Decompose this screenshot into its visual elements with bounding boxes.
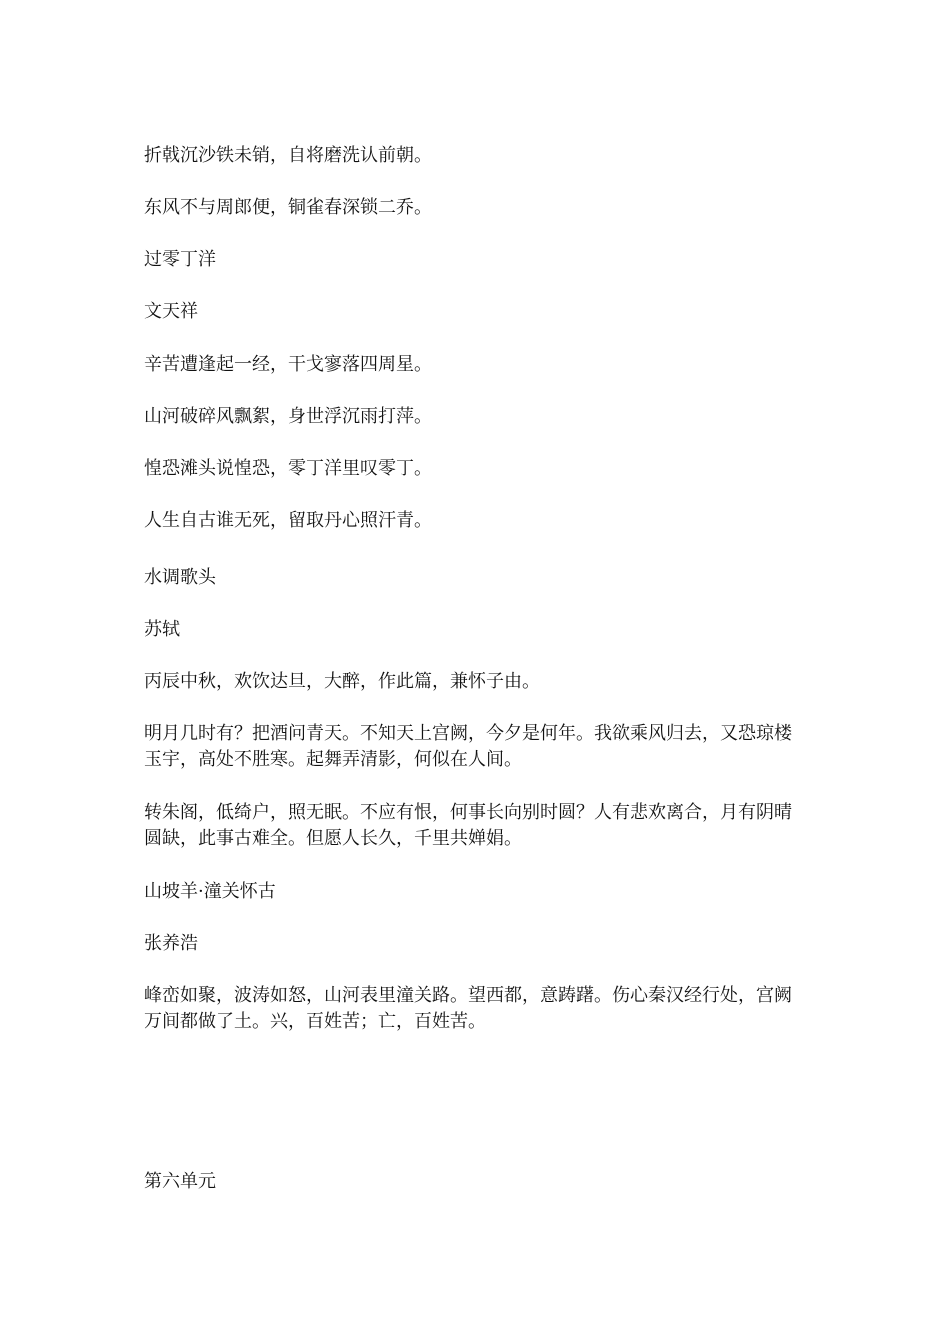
poem-title: 水调歌头 (144, 567, 216, 588)
poem-author: 苏轼 (144, 619, 180, 640)
poem-line: 山河破碎风飘絮，身世浮沉雨打萍。 (144, 406, 432, 427)
poem-stanza: 明月几时有？把酒问青天。不知天上宫阙，今夕是何年。我欲乘风归去，又恐琼楼玉宇，高处不胜寒。起舞弄清影，何似在人间。 (144, 723, 792, 770)
poem-stanza: 峰峦如聚，波涛如怒，山河表里潼关路。望西都，意踌躇。伤心秦汉经行处，宫阙万间都做了土。兴，百姓苦；亡，百姓苦。 (144, 985, 792, 1032)
poem-stanza: 转朱阁，低绮户，照无眠。不应有恨，何事长向别时圆？人有悲欢离合，月有阴晴圆缺，此事古难全。但愿人长久，千里共婵娟。 (144, 802, 792, 849)
poem-line: 东风不与周郎便，铜雀春深锁二乔。 (144, 197, 432, 218)
poem-line: 辛苦遭逢起一经，干戈寥落四周星。 (144, 354, 432, 375)
poem-line: 惶恐滩头说惶恐，零丁洋里叹零丁。 (144, 458, 432, 479)
poem-author: 张养浩 (144, 933, 198, 954)
poem-title: 过零丁洋 (144, 249, 216, 270)
poem-preface: 丙辰中秋，欢饮达旦，大醉，作此篇，兼怀子由。 (144, 671, 540, 692)
unit-heading: 第六单元 (144, 1171, 216, 1192)
poem-title: 山坡羊·潼关怀古 (144, 881, 276, 902)
poem-author: 文天祥 (144, 301, 198, 322)
poem-line: 人生自古谁无死，留取丹心照汗青。 (144, 510, 432, 531)
poem-line: 折戟沉沙铁未销，自将磨洗认前朝。 (144, 145, 432, 166)
